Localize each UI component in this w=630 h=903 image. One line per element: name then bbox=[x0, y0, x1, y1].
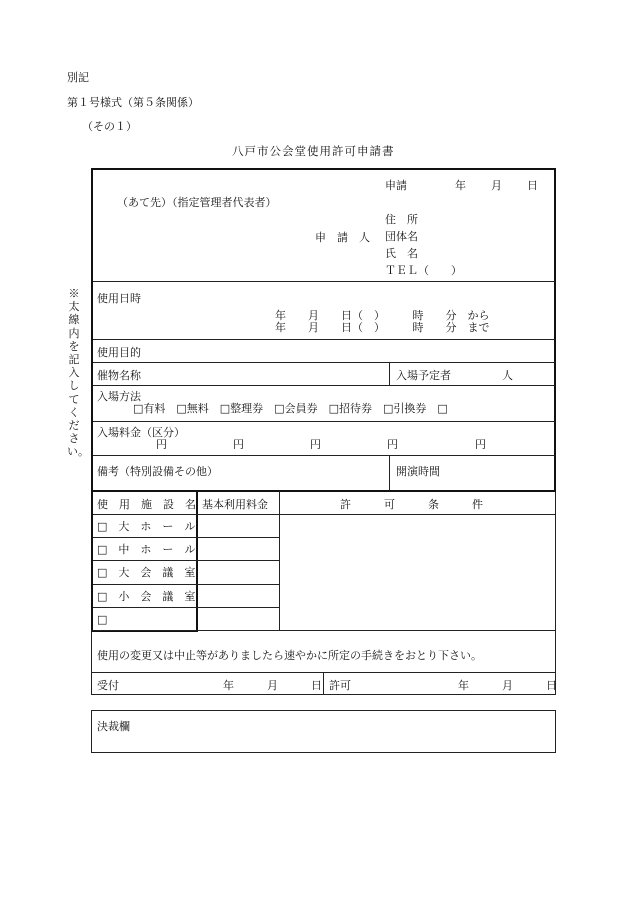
facility-row-medium-hall: □ 中 ホ ー ル bbox=[97, 543, 196, 556]
facility-row-small-meeting-room: □ 小 会 議 室 bbox=[97, 590, 196, 603]
form-number: 第１号様式（第５条関係） bbox=[67, 96, 199, 109]
facility-row-line-4 bbox=[93, 607, 280, 608]
page-title: 八戸市公会堂使用許可申請書 bbox=[232, 144, 395, 158]
facility-header-bottom bbox=[93, 514, 555, 515]
application-year: 年 bbox=[455, 179, 466, 192]
admission-method-options: □有料 □無料 □整理券 □会員券 □招待券 □引換券 □ bbox=[133, 402, 448, 415]
usage-datetime-label: 使用日時 bbox=[97, 292, 141, 305]
divider-5 bbox=[93, 421, 555, 422]
usage-datetime-to: 年 月 日（ ） 時 分 まで bbox=[275, 321, 490, 334]
application-day: 日 bbox=[527, 179, 538, 192]
receipt-date: 年 月 日 bbox=[223, 679, 322, 692]
people-unit: 人 bbox=[502, 369, 513, 382]
approval-label: 決裁欄 bbox=[97, 720, 130, 733]
approval-box bbox=[91, 710, 556, 753]
name-label: 氏 名 bbox=[385, 247, 418, 260]
divider-3 bbox=[93, 362, 555, 363]
side-note: ※太線内を記入してください。 bbox=[67, 287, 89, 459]
thick-top bbox=[91, 168, 556, 170]
divider-6 bbox=[93, 455, 555, 456]
facility-header-fee: 基本利用料金 bbox=[202, 498, 268, 511]
admission-fee-units: 円 円 円 円 円 bbox=[156, 438, 486, 451]
tel-label: ＴＥＬ（ ） bbox=[385, 264, 462, 277]
thick-left bbox=[91, 168, 93, 491]
notice-text: 使用の変更又は中止等がありましたら速やかに所定の手続きをおとり下さい。 bbox=[97, 649, 482, 662]
application-month: 月 bbox=[491, 179, 502, 192]
facility-header-conditions: 許 可 条 件 bbox=[340, 498, 483, 511]
facility-row-line-1 bbox=[93, 537, 280, 538]
divider-1 bbox=[93, 281, 555, 282]
admission-fee-label: 入場料金（区分） bbox=[97, 426, 185, 439]
receipt-divider bbox=[323, 672, 324, 695]
receipt-label: 受付 bbox=[97, 679, 119, 692]
facility-row-line-3 bbox=[93, 584, 280, 585]
applicant-label: 申 請 人 bbox=[315, 231, 370, 244]
usage-datetime-from: 年 月 日（ ） 時 分 から bbox=[275, 309, 490, 322]
group-label: 団体名 bbox=[385, 230, 418, 243]
divider-2 bbox=[93, 339, 555, 340]
appendix-label: 別記 bbox=[67, 71, 89, 84]
divider-4 bbox=[93, 385, 555, 386]
facility-row-other: □ bbox=[97, 613, 108, 626]
facility-header-name: 使 用 施 設 名 bbox=[97, 498, 196, 511]
facility-row-large-hall: □ 大 ホ ー ル bbox=[97, 520, 196, 533]
thick-bottom bbox=[91, 490, 556, 492]
permit-label: 許可 bbox=[329, 679, 351, 692]
facility-name-col-left bbox=[91, 491, 93, 631]
purpose-label: 使用目的 bbox=[97, 346, 141, 359]
application-date-label: 申請 bbox=[385, 179, 407, 192]
facility-row-line-2 bbox=[93, 560, 280, 561]
permit-date: 年 月 日 bbox=[458, 679, 557, 692]
opening-time-label: 開演時間 bbox=[396, 465, 440, 478]
addressee: （あて先）（指定管理者代表者） bbox=[117, 196, 277, 209]
event-divider bbox=[389, 362, 390, 385]
admission-method-label: 入場方法 bbox=[97, 390, 141, 403]
event-name-label: 催物名称 bbox=[97, 369, 141, 382]
form-part: （その１） bbox=[82, 120, 137, 133]
divider-notice-top bbox=[91, 630, 556, 631]
thick-right bbox=[554, 168, 556, 491]
facility-fee-col-right bbox=[279, 491, 280, 631]
expected-attendance-label: 入場予定者 bbox=[396, 369, 451, 382]
facility-name-col-right bbox=[196, 491, 198, 631]
facility-row-large-meeting-room: □ 大 会 議 室 bbox=[97, 566, 196, 579]
remarks-divider bbox=[389, 455, 390, 491]
address-label: 住 所 bbox=[385, 213, 418, 226]
remarks-label: 備考（特別設備その他） bbox=[97, 465, 218, 478]
